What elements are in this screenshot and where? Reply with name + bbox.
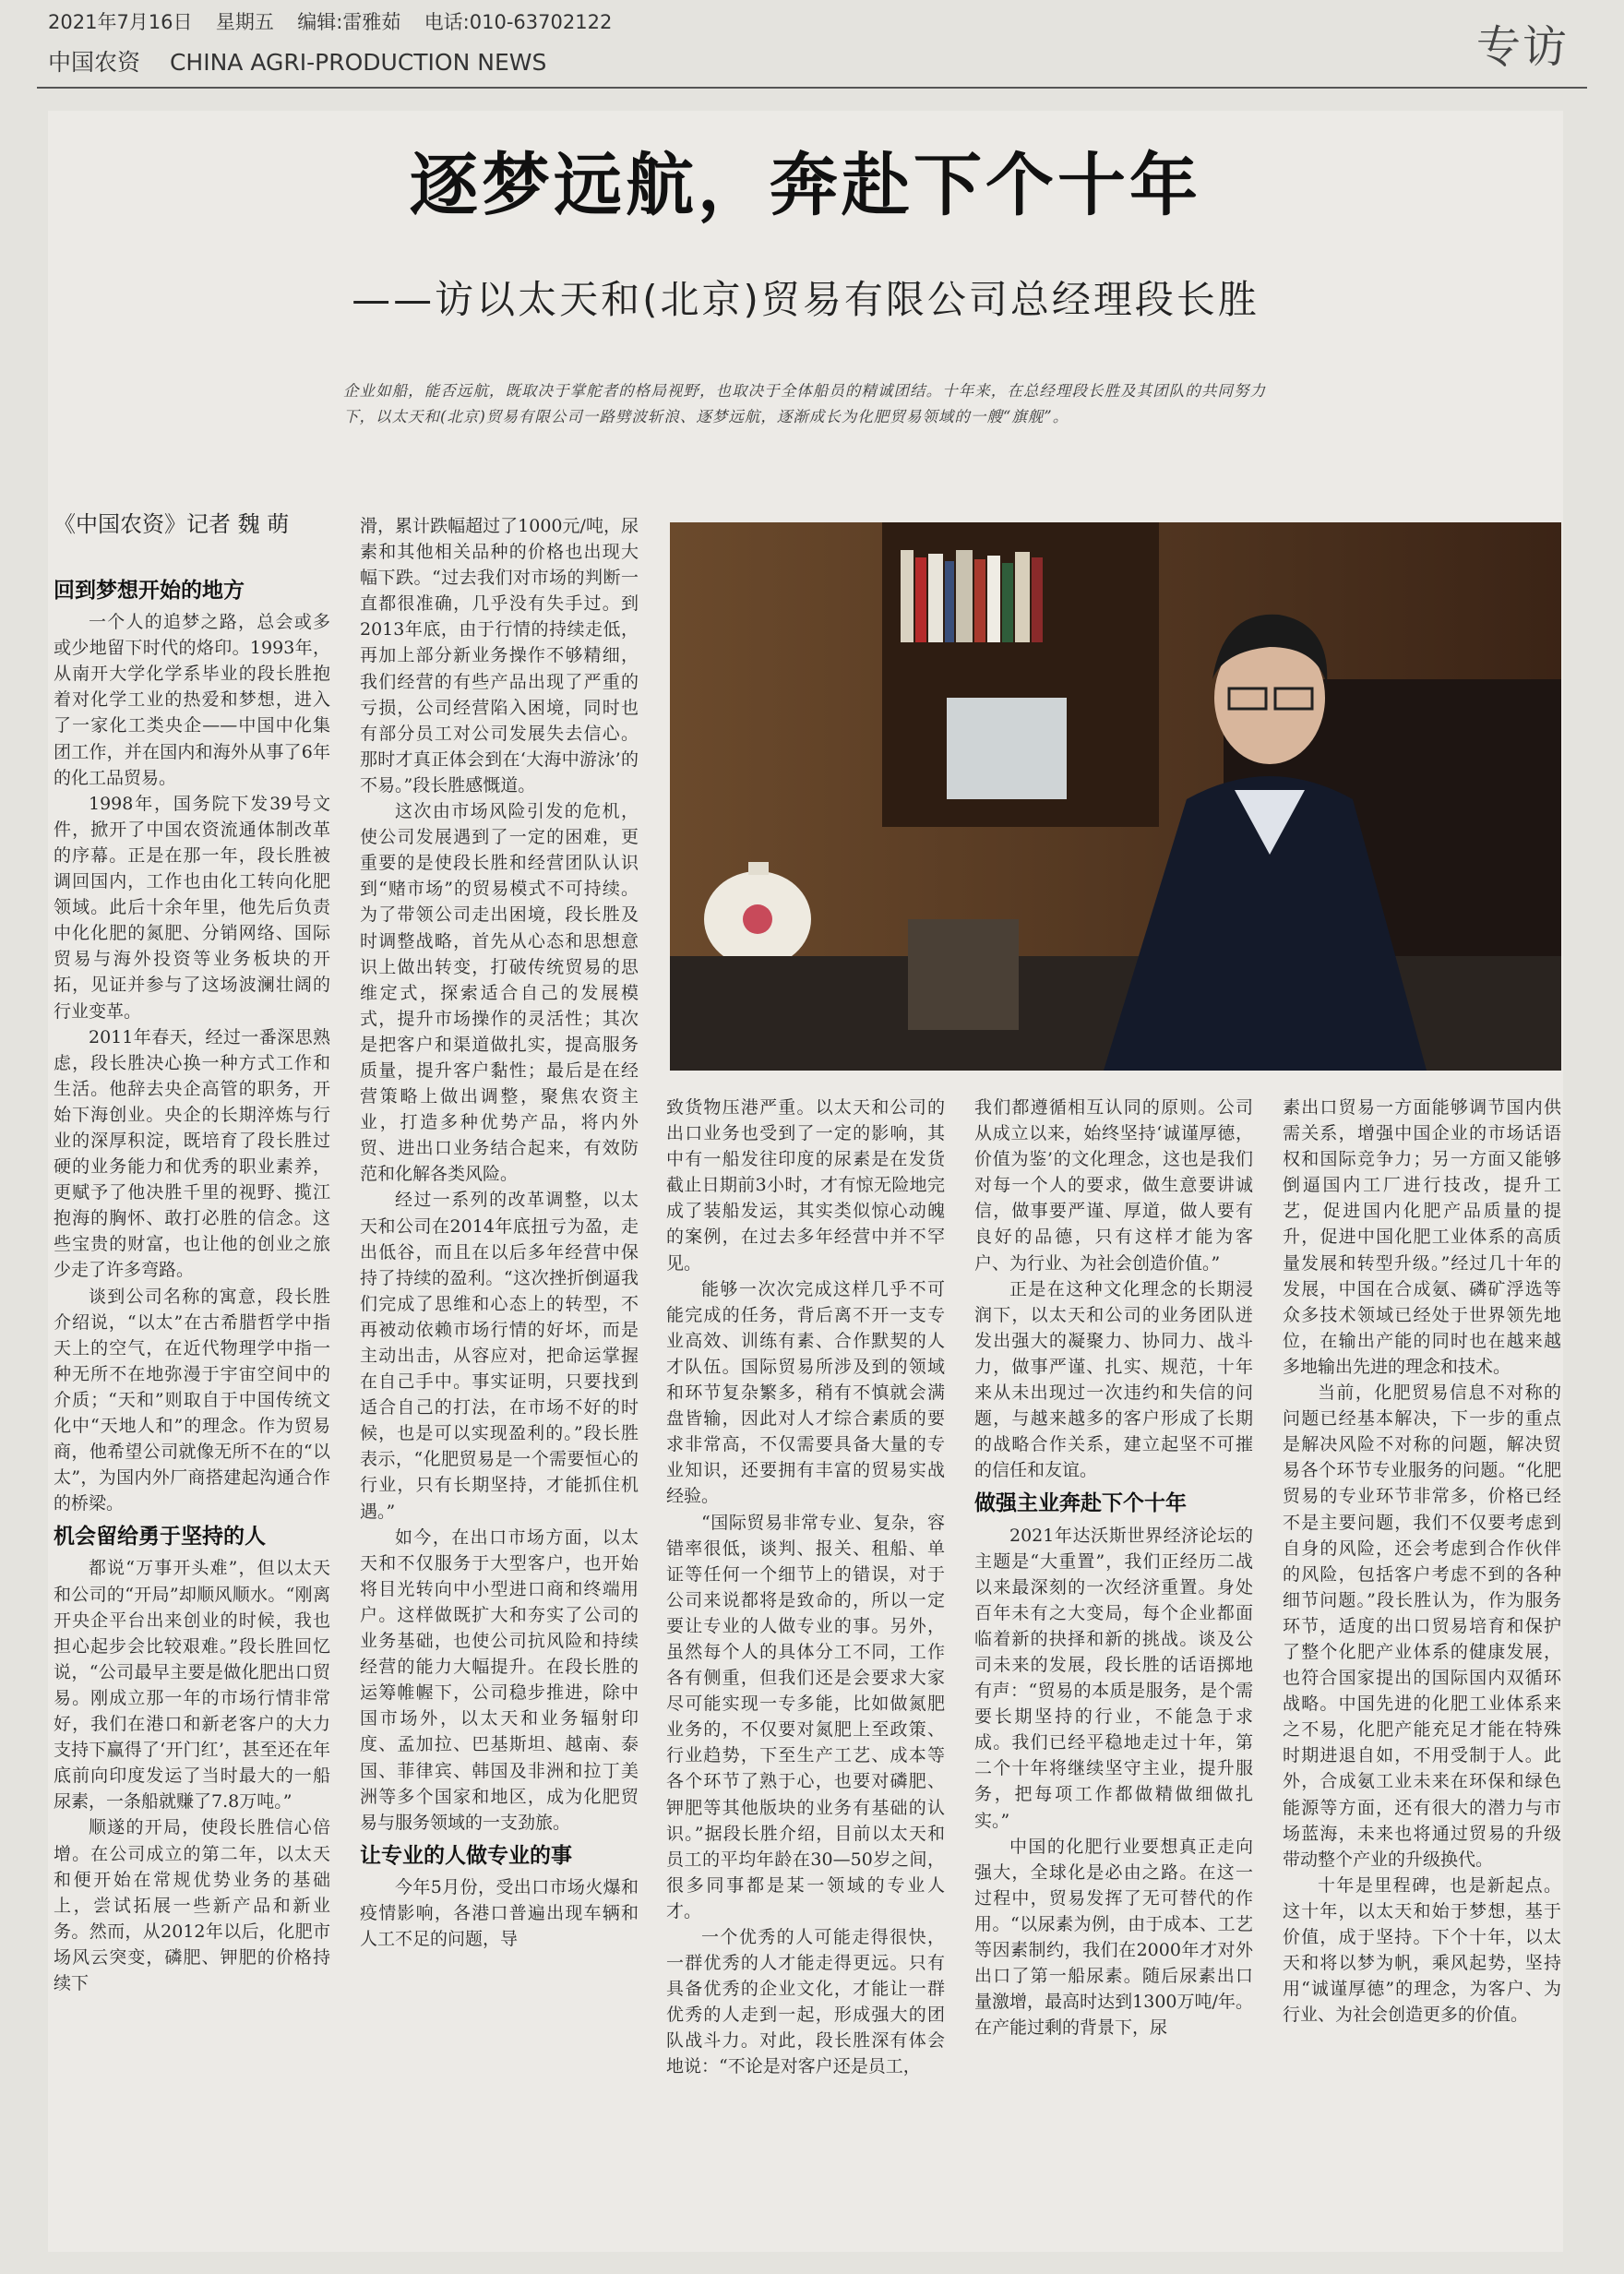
section-heading: 做强主业奔赴下个十年 bbox=[974, 1491, 1187, 1516]
paragraph: 1998年，国务院下发39号文件，掀开了中国农资流通体制改革的序幕。正是在那一年，段长胜被调回国内，工作也由化工转向化肥领域。此后十余年里，他先后负责中化化肥的氮肥、分销网络、国际贸易与海外投资等业务板块的开拓，见证并参与了这场波澜壮阔的行业变革。 bbox=[54, 793, 330, 1022]
section-heading: 让专业的人做专业的事 bbox=[360, 1843, 572, 1868]
paragraph: 这次由市场风险引发的危机，使公司发展遇到了一定的困难，更重要的是使段长胜和经营团队认识到“赌市场”的贸易模式不可持续。为了带领公司走出困境，段长胜及时调整战略，首先从心态和思想意识上做出转变，打破传统贸易的思维定式，探索适合自己的发展模式，提升市场操作的灵活性；其次是把客户和渠道做扎实，提高服务质量，提升客户黏性；最后是在经营策略上做出调整，聚焦农资主业，打造多种优势产品，将内外贸、进出口业务结合起来，有效防范和化解各类风险。 bbox=[360, 801, 639, 1185]
issue-phone: 电话:010-63702122 bbox=[424, 11, 613, 33]
paragraph: 经过一系列的改革调整，以太天和公司在2014年底扭亏为盈，走出低谷，而且在以后多年经营中保持了持续的盈利。“这次挫折倒逼我们完成了思维和心态上的转型，不再被动依赖市场行情的好坏，而是主动出击，从容应对，把命运掌握在自己手中。事实证明，只要找到适合自己的打法，在市场不好的时候，也是可以实现盈利的。”段长胜表示，“化肥贸易是一个需要恒心的行业，只有长期坚持，才能抓住机遇。” bbox=[360, 1190, 639, 1522]
text-column-4 bbox=[974, 1095, 1253, 2041]
section-tag: 专访 bbox=[1475, 21, 1569, 73]
paragraph: 致货物压港严重。以太天和公司的出口业务也受到了一定的影响，其中有一船发往印度的尿素是在发货截止日期前3小时，才有惊无险地完成了装船发运，其实类似惊心动魄的案例，在过去多年经营中并不罕见。 bbox=[666, 1097, 945, 1274]
article-title: 逐梦远航，奔赴下个十年 bbox=[410, 146, 1201, 225]
text-column-1 bbox=[54, 570, 330, 1996]
text-column-5 bbox=[1283, 1095, 1561, 2028]
paragraph: 一个优秀的人可能走得很快，一群优秀的人才能走得更远。只有具备优秀的企业文化，才能让一群优秀的人走到一起，形成强大的团队战斗力。对此，段长胜深有体会地说：“不论是对客户还是员工， bbox=[666, 1927, 945, 2077]
header-rule bbox=[37, 87, 1587, 89]
paragraph: 我们都遵循相互认同的原则。公司从成立以来，始终坚持‘诚谨厚德，价值为鉴’的文化理念，这也是我们对每一个人的要求，做生意要讲诚信，做事要严谨、厚道，做人要有良好的品德，只有这样才能为客户、为行业、为社会创造价值。” bbox=[974, 1097, 1253, 1274]
paragraph: 顺遂的开局，使段长胜信心倍增。在公司成立的第二年，以太天和便开始在常规优势业务的基础上，尝试拓展一些新产品和新业务。然而，从2012年以后，化肥市场风云突变，磷肥、钾肥的价格持续下 bbox=[54, 1817, 330, 1993]
bookshelf-books bbox=[901, 550, 1043, 642]
paragraph: 十年是里程碑，也是新起点。这十年，以太天和始于梦想，基于价值，成于坚持。下个十年，以太天和将以梦为帆，乘风起势，坚持用“诚谨厚德”的理念，为客户、为行业、为社会创造更多的价值。 bbox=[1283, 1874, 1561, 2026]
paragraph: 都说“万事开头难”，但以太天和公司的“开局”却顺风顺水。“刚离开央企平台出来创业的时候，我也担心起步会比较艰难。”段长胜回忆说，“公司最早主要是做化肥出口贸易。刚成立那一年的市场行情非常好，我们在港口和新老客户的大力支持下赢得了‘开门红’，甚至还在年底前向印度发运了当时最大的一船尿素，一条船就赚了7.8万吨。” bbox=[54, 1558, 330, 1813]
paragraph: 2011年春天，经过一番深思熟虑，段长胜决心换一种方式工作和生活。他辞去央企高管的职务，开始下海创业。央企的长期淬炼与行业的深厚积淀，既培育了段长胜过硬的业务能力和优秀的职业素养，更赋予了他决胜千里的视野、揽江抱海的胸怀、敢打必胜的信念。这些宝贵的财富，也让他的创业之旅少走了许多弯路。 bbox=[54, 1026, 330, 1281]
text-column-3 bbox=[666, 1095, 945, 2080]
paragraph: 能够一次次完成这样几乎不可能完成的任务，背后离不开一支专业高效、训练有素、合作默契的人才队伍。国际贸易所涉及到的领域和环节复杂繁多，稍有不慎就会满盘皆输，因此对人才综合素质的要求非常高，不仅需要具备大量的专业知识，还要拥有丰富的贸易实战经验。 bbox=[666, 1278, 945, 1507]
paragraph: 滑，累计跌幅超过了1000元/吨，尿素和其他相关品种的价格也出现大幅下跌。“过去我们对市场的判断一直都很准确，几乎没有失手过。到2013年底，由于行情的持续走低，再加上部分新业务操作不够精细，我们经营的有些产品出现了严重的亏损，公司经营陷入困境，同时也有部分员工对公司发展失去信心。那时才真正体会到在‘大海中游泳’的不易。”段长胜感慨道。 bbox=[360, 516, 639, 796]
paper-brand bbox=[48, 44, 568, 78]
paragraph: 一个人的追梦之路，总会或多或少地留下时代的烙印。1993年，从南开大学化学系毕业的段长胜抱着对化学工业的热爱和梦想，进入了一家化工类央企——中国中化集团工作，并在国内和海外从事了6年的化工品贸易。 bbox=[54, 612, 330, 788]
paragraph: 素出口贸易一方面能够调节国内供需关系，增强中国企业的市场话语权和国际竞争力；另一方面又能够倒逼国内工厂进行技改，提升工艺，促进国内化肥产品质量的提升，促进中国化肥工业体系的高质量发展和转型升级。”经过几十年的发展，中国在合成氨、磷矿浮选等众多技术领域已经处于世界领先地位，在输出产能的同时也在越来越多地输出先进的理念和技术。 bbox=[1283, 1097, 1561, 1377]
nameplate-stand bbox=[908, 919, 1019, 1030]
paragraph: 今年5月份，受出口市场火爆和疫情影响，各港口普遍出现车辆和人工不足的问题，导 bbox=[360, 1876, 639, 1950]
paragraph: 如今，在出口市场方面，以太天和不仅服务于大型客户，也开始将目光转向中小型进口商和终端用户。这样做既扩大和夯实了公司的业务基础，也使公司抗风险和持续经营的能力大幅提升。在段长胜的运筹帷幄下，公司稳步推进，除中国市场外，以太天和业务辐射印度、孟加拉、巴基斯坦、越南、泰国、菲律宾、韩国及非洲和拉丁美洲等多个国家和地区，成为化肥贸易与服务领域的一支劲旅。 bbox=[360, 1526, 639, 1833]
section-heading: 机会留给勇于坚持的人 bbox=[54, 1525, 266, 1550]
issue-editor: 编辑:雷雅茹 bbox=[297, 11, 401, 33]
paragraph: “国际贸易非常专业、复杂，容错率很低，谈判、报关、租船、单证等任何一个细节上的错误，对于公司来说都将是致命的，所以一定要让专业的人做专业的事。另外，虽然每个人的具体分工不同，工作各有侧重，但我们还是会要求大家尽可能实现一专多能，比如做氮肥业务的，不仅要对氮肥上至政策、行业趋势，下至生产工艺、成本等各个环节了熟于心，也要对磷肥、钾肥等其他版块的业务有基础的认识。”据段长胜介绍，目前以太天和员工的平均年龄在30—50岁之间，很多同事都是某一领域的专业人才。 bbox=[666, 1512, 945, 1921]
byline: 《中国农资》记者 魏 萌 bbox=[54, 511, 290, 537]
paragraph: 谈到公司名称的寓意，段长胜介绍说，“以太”在古希腊哲学中指天上的空气，在近代物理学中指一种无所不在地弥漫于宇宙空间中的介质；“天和”则取自于中国传统文化中“天地人和”的理念。作为贸易商，他希望公司就像无所不在的“以太”，为国内外厂商搭建起沟通合作的桥梁。 bbox=[54, 1286, 330, 1514]
paragraph: 正是在这种文化理念的长期浸润下，以太天和公司的业务团队迸发出强大的凝聚力、协同力、战斗力，做事严谨、扎实、规范，十年来从未出现过一次违约和失信的问题，与越来越多的客户形成了长期的战略合作关系，建立起坚不可摧的信任和友谊。 bbox=[974, 1278, 1253, 1481]
section-heading: 回到梦想开始的地方 bbox=[54, 579, 245, 603]
article-subtitle: ——访以太天和(北京)贸易有限公司总经理段长胜 bbox=[352, 277, 1260, 322]
paragraph: 2021年达沃斯世界经济论坛的主题是“大重置”，我们正经历二战以来最深刻的一次经济重置。身处百年未有之大变局，每个企业都面临着新的抉择和新的挑战。谈及公司未来的发展，段长胜的话语掷地有声：“贸易的本质是服务，是个需要长期坚持的行业，不能急于求成。我们已经平稳地走过十年，第二个十年将继续坚守主业，提升服务，把每项工作都做精做细做扎实。” bbox=[974, 1525, 1253, 1831]
paragraph: 中国的化肥行业要想真正走向强大，全球化是必由之路。在这一过程中，贸易发挥了无可替代的作用。“以尿素为例，由于成本、工艺等因素制约，我们在2000年才对外出口了第一船尿素。随后尿素出口量激增，最高时达到1300万吨/年。在产能过剩的背景下，尿 bbox=[974, 1836, 1253, 2039]
paper-name-cn: 中国农资 bbox=[48, 49, 141, 76]
paragraph: 当前，化肥贸易信息不对称的问题已经基本解决，下一步的重点是解决风险不对称的问题，解决贸易各个环节专业服务的问题。“化肥贸易的专业环节非常多，价格已经不是主要问题，我们不仅要考虑到自身的风险，还会考虑到合作伙伴的风险，包括客户考虑不到的各种细节问题。”段长胜认为，作为服务环节，适度的出口贸易培育和保护了整个化肥产业体系的健康发展，也符合国家提出的国际国内双循环战略。中国先进的化肥工业体系来之不易，化肥产能充足才能在特殊时期进退自如，不用受制于人。此外，合成氨工业未来在环保和绿色能源等方面，还有很大的潜力与市场蓝海，未来也将通过贸易的升级带动整个产业的升级换代。 bbox=[1283, 1382, 1561, 1870]
issue-weekday: 星期五 bbox=[215, 11, 274, 33]
text-column-2 bbox=[360, 513, 639, 1952]
framed-picture bbox=[947, 698, 1067, 799]
issue-date: 2021年7月16日 bbox=[48, 11, 193, 33]
interview-photo bbox=[670, 522, 1561, 1071]
article-lead: 企业如船，能否远航，既取决于掌舵者的格局视野，也取决于全体船员的精诚团结。十年来，在总经理段长胜及其团队的共同努力下，以太天和(北京)贸易有限公司一路劈波斩浪、逐梦远航，逐渐成长为化肥贸易领域的一艘“旗舰”。 bbox=[343, 382, 1266, 425]
paper-name-en: CHINA AGRI-PRODUCTION NEWS bbox=[169, 49, 547, 76]
issue-info bbox=[48, 7, 612, 35]
